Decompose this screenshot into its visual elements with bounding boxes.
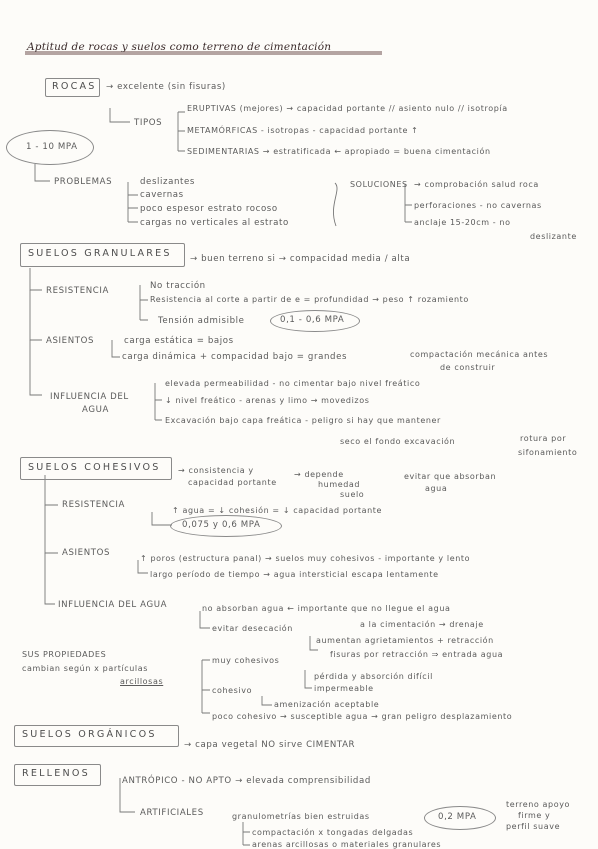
tipos-bracket xyxy=(178,112,185,151)
problemas-brace xyxy=(333,183,337,226)
agua-4: seco el fondo excavación xyxy=(340,437,456,446)
organicos-desc: → capa vegetal NO sirve CIMENTAR xyxy=(184,740,356,750)
coh-resistencia-value: 0,075 y 0,6 MPA xyxy=(182,520,261,530)
coh-asientos-1: ↑ poros (estructura panal) → suelos muy cohesivos - importante y lento xyxy=(140,554,471,563)
coh-asientos-label: ASIENTOS xyxy=(62,548,110,558)
muy-cohesivos-2: impermeable xyxy=(314,684,374,693)
coh-agua-4: aumentan agrietamientos + retracción xyxy=(316,636,494,645)
artificiales-label: ARTIFICIALES xyxy=(140,808,204,818)
granulares-heading: SUELOS GRANULARES xyxy=(28,248,172,259)
tipo-eruptivas: ERUPTIVAS (mejores) → capacidad portante // asiento nulo // isotropía xyxy=(187,104,508,113)
rellenos-heading: RELLENOS xyxy=(22,768,90,779)
agua-label-2: AGUA xyxy=(82,405,109,415)
rellenos-note-1: terreno apoyo xyxy=(506,800,571,809)
granulares-resistencia-connector xyxy=(30,268,42,290)
granulares-asientos-connector xyxy=(30,290,42,340)
props-2: cambian según x partículas xyxy=(22,664,149,673)
props-1: SUS PROPIEDADES xyxy=(22,650,107,659)
muy-cohesivos-1: pérdida y absorción difícil xyxy=(314,672,433,681)
cohesivo-label: cohesivo xyxy=(212,686,253,695)
artificiales-1: granulometrías bien estruidas xyxy=(232,812,370,821)
cohesivos-desc-2c: suelo xyxy=(340,490,365,499)
soluciones-label: SOLUCIONES xyxy=(350,180,408,189)
rocas-heading: ROCAS xyxy=(52,81,97,92)
solucion-2: perforaciones - no cavernas xyxy=(414,201,542,210)
tipos-label: TIPOS xyxy=(134,118,163,128)
asientos-2: carga dinámica + compacidad bajo = grandes xyxy=(122,352,348,362)
rellenos-antropico: ANTRÓPICO - NO APTO → elevada comprensibilidad xyxy=(122,776,371,786)
rocas-value: 1 - 10 MPA xyxy=(26,142,78,152)
problemas-label: PROBLEMAS xyxy=(54,177,113,187)
problema-1: deslizantes xyxy=(140,177,195,187)
organicos-heading: SUELOS ORGÁNICOS xyxy=(22,729,157,740)
props-3: arcillosas xyxy=(120,677,164,686)
asientos-label: ASIENTOS xyxy=(46,336,94,346)
rellenos-note-2: firme y xyxy=(518,811,551,820)
cohesivos-desc-1b: capacidad portante xyxy=(188,478,277,487)
artificiales-3: arenas arcillosas o materiales granulares xyxy=(252,840,442,849)
asientos-bracket xyxy=(112,340,120,357)
problemas-bracket xyxy=(128,182,138,222)
rellenos-value: 0,2 MPA xyxy=(438,812,477,822)
artificiales-bracket xyxy=(243,822,250,845)
agua-2: ↓ nivel freático - arenas y limo → movedizos xyxy=(165,396,370,405)
cohesivos-agua-connector xyxy=(45,553,55,604)
coh-resistencia: ↑ agua = ↓ cohesión = ↓ capacidad portante xyxy=(172,506,383,515)
solucion-4: deslizante xyxy=(530,232,577,241)
tipo-sedimentarias: SEDIMENTARIAS → estratificada ← apropiado = buena cimentación xyxy=(187,147,491,156)
cohesivos-desc-2b: humedad xyxy=(318,480,361,489)
tipo-metamorficas: METAMÓRFICAS - isotropas - capacidad portante ↑ xyxy=(187,126,419,135)
resistencia-2: Resistencia al corte a partir de e = profundidad → peso ↑ rozamiento xyxy=(150,295,469,304)
tension-value: 0,1 - 0,6 MPA xyxy=(280,315,345,325)
asientos-4: de construir xyxy=(440,363,496,372)
soluciones-bracket xyxy=(405,184,412,222)
resistencia-bracket xyxy=(140,285,148,320)
cohesivos-asientos-connector xyxy=(45,505,58,553)
cohesivo-connector xyxy=(262,696,272,705)
agua-desecacion-connector xyxy=(200,611,210,628)
agua-bracket xyxy=(155,383,162,420)
solucion-1: → comprobación salud roca xyxy=(414,180,539,189)
asientos-3: compactación mecánica antes xyxy=(410,350,549,359)
cohesivo-desc: amenización aceptable xyxy=(274,700,380,709)
agua-label: INFLUENCIA DEL xyxy=(50,392,129,402)
agua-1: elevada permeabilidad - no cimentar bajo nivel freático xyxy=(165,379,421,388)
coh-agua-label: INFLUENCIA DEL AGUA xyxy=(58,600,168,610)
rocas-desc: → excelente (sin fisuras) xyxy=(106,82,226,92)
muy-cohesivos-bracket xyxy=(305,670,312,688)
agua-3: Excavación bajo capa freática - peligro si hay que mantener xyxy=(165,416,441,425)
page-title: Aptitud de rocas y suelos como terreno de cimentación xyxy=(27,41,332,53)
artificiales-2: compactación x tongadas delgadas xyxy=(252,828,414,837)
poco-cohesivo: poco cohesivo → susceptible agua → gran peligro desplazamiento xyxy=(212,712,513,721)
muy-cohesivos-label: muy cohesivos xyxy=(212,656,280,665)
resistencia-3: Tensión admisible xyxy=(158,316,245,326)
coh-agua-5: fisuras por retracción ⇒ entrada agua xyxy=(330,650,504,659)
cohesivos-desc-3: evitar que absorban xyxy=(404,472,497,481)
coh-agua-3: evitar desecación xyxy=(212,624,293,633)
coh-agua-1: no absorban agua ← importante que no llegue el agua xyxy=(202,604,451,613)
cohesivos-desc-3b: agua xyxy=(425,484,448,493)
agua-5: rotura por xyxy=(520,434,567,443)
cohesivos-desc-1: → consistencia y xyxy=(178,466,254,475)
agua-6: sifonamiento xyxy=(518,448,578,457)
resistencia-value-connector xyxy=(152,512,172,525)
cohesivos-heading: SUELOS COHESIVOS xyxy=(28,462,161,473)
rocas-tipos-connector xyxy=(110,108,130,122)
rellenos-note-3: perfil suave xyxy=(506,822,561,831)
resistencia-1: No tracción xyxy=(150,281,206,291)
coh-resistencia-label: RESISTENCIA xyxy=(62,500,125,510)
granulares-agua-connector xyxy=(30,340,42,395)
granulares-desc: → buen terreno si → compacidad media / alta xyxy=(190,254,411,264)
rocas-problemas-connector xyxy=(35,164,50,181)
problema-3: poco espesor estrato rocoso xyxy=(140,204,278,214)
props-bracket xyxy=(202,660,210,713)
solucion-3: anclaje 15-20cm - no xyxy=(414,218,511,227)
cohesivos-desc-2: → depende xyxy=(294,470,344,479)
problema-2: cavernas xyxy=(140,190,184,200)
problema-4: cargas no verticales al estrato xyxy=(140,218,289,228)
coh-agua-2: a la cimentación → drenaje xyxy=(360,620,484,629)
resistencia-label: RESISTENCIA xyxy=(46,286,109,296)
coh-asientos-2: largo período de tiempo → agua intersticial escapa lentamente xyxy=(150,570,439,579)
asientos-1: carga estática = bajos xyxy=(124,336,234,346)
